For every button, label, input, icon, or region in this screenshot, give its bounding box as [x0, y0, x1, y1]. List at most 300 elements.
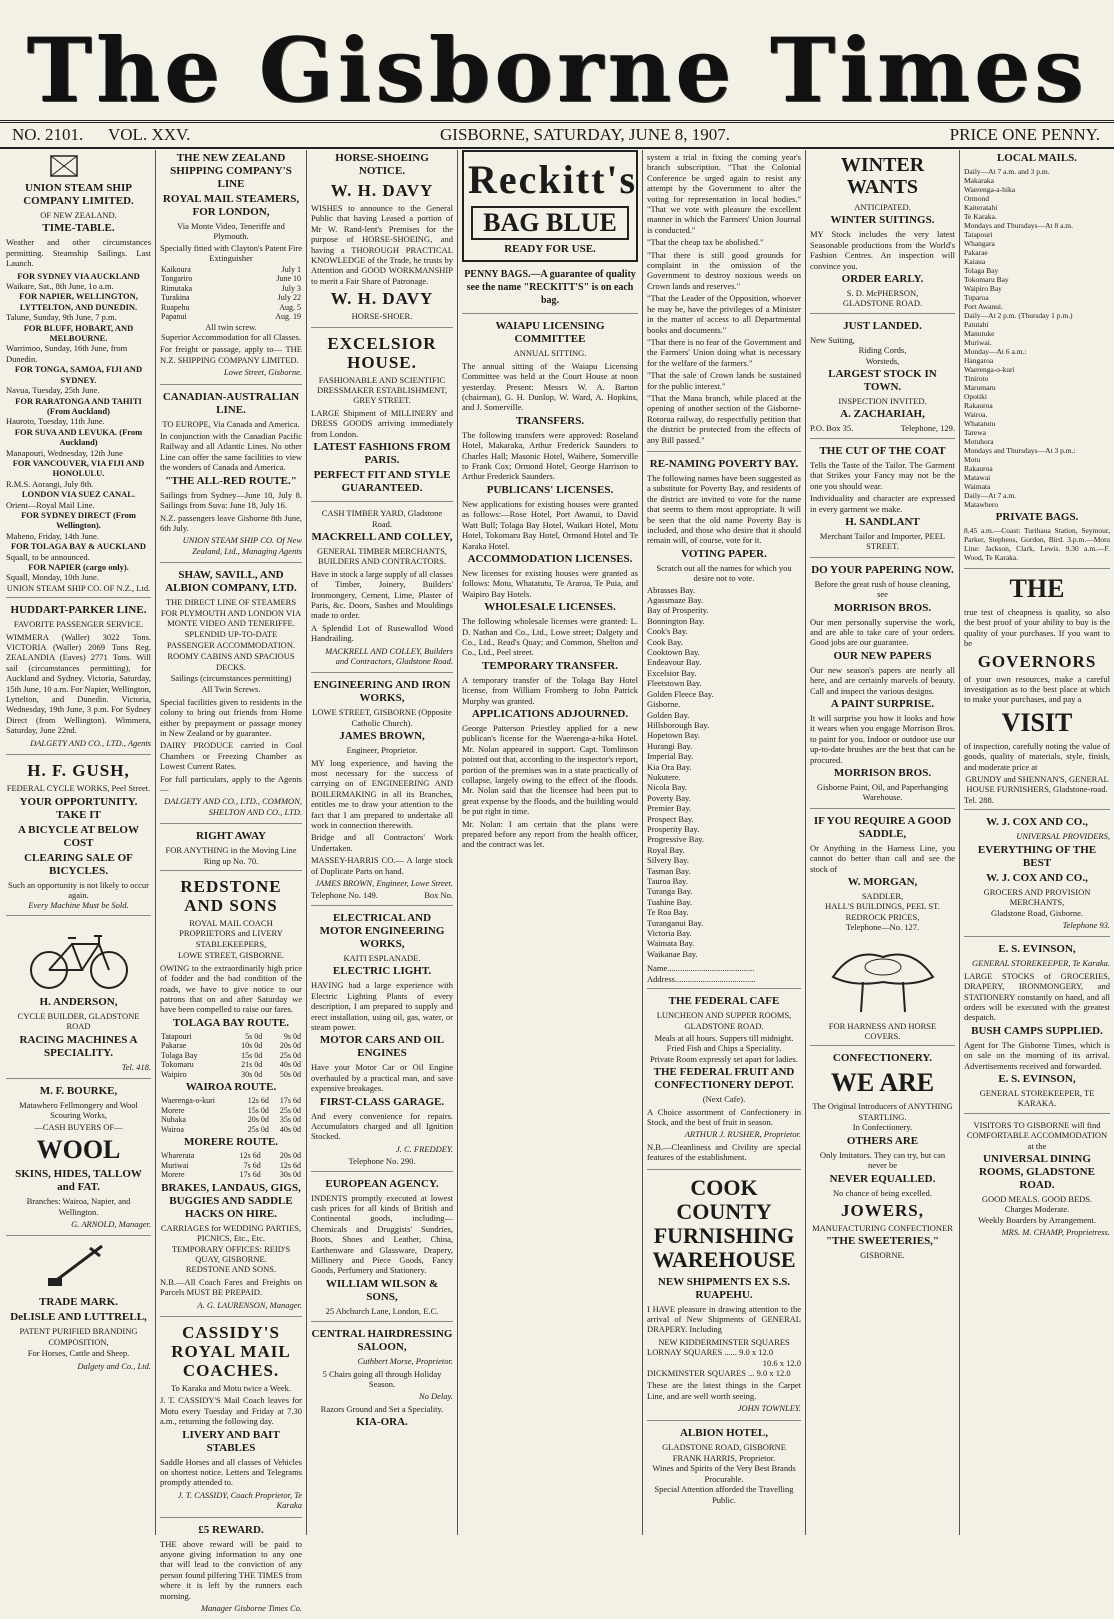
brown-foot: JAMES BROWN, Engineer, Lowe Street.	[315, 878, 453, 889]
penny-bags-text: PENNY BAGS.—A guarantee of quality see the name "RECKITT'S" is on each bag.	[464, 269, 636, 307]
accommodation-text: New licenses for existing houses were granted as follows: Motu, Whatatutu, Te Araroa, Te Puia, and Waipiro Bay Hotels.	[462, 567, 638, 599]
adjourned: APPLICATIONS ADJOURNED.	[471, 707, 629, 720]
private-bags: PRIVATE BAGS.	[995, 511, 1079, 523]
grocers: GROCERS AND PROVISION MERCHANTS,	[983, 886, 1091, 908]
universal-room: UNIVERSAL DINING ROOMS, GLADSTONE ROAD.	[979, 1153, 1095, 1191]
sailing-line: Orient—Royal Mail Line.	[6, 499, 95, 510]
mcpherson: S. D. McPHERSON,	[846, 288, 919, 299]
ship-date: Aug. 5	[279, 302, 301, 312]
fare-single: 5s 0d	[245, 1031, 263, 1041]
reckitt-bag-blue: BAG BLUE	[471, 206, 629, 240]
agency-text: INDENTS promptly executed at lowest cash prices for all kinds of British and Continental goods, including— Chemicals and Druggists' Sundries, Boots, Shoes and Leather, China, Earthenware and Glassware, Drapery, Millinery and Piece Goods, Fancy Goods, Perfumery and Stationery.	[311, 1192, 453, 1276]
sailing-line: R.M.S. Aorangi, July 8th.	[6, 478, 94, 489]
inspection: INSPECTION INVITED.	[838, 396, 927, 407]
papers-text: Our new season's papers are nearly all here, and are certainly marvels of beauty. Call and inspect the various designs.	[810, 664, 955, 696]
sailing-line: FOR RARATONGA AND TAHITI (From Auckland)	[15, 395, 142, 416]
fare-return: 12s 6d	[279, 1160, 301, 1170]
mackrell-ad	[311, 508, 453, 673]
electric-text: HAVING had a large experience with Electric Lighting Plants of every description, I am prepared to supply and erect installation, using oil, gas, water, or steam power.	[311, 980, 453, 1032]
table-row	[160, 1060, 302, 1070]
anderson-text: RACING MACHINES A SPECIALITY.	[19, 1033, 138, 1059]
delisle-sub: For Horses, Cattle and Sheep.	[27, 1348, 130, 1359]
gush-ad	[6, 761, 151, 916]
mail-line: Manutuke	[964, 329, 995, 338]
paint: A PAINT SURPRISE.	[830, 697, 935, 710]
voting-head: VOTING PAPER.	[681, 547, 767, 560]
mackrell-foot: MACKRELL AND COLLEY, Builders and Contractors, Gladstone Road.	[325, 645, 453, 666]
voting-name[interactable]: Nicola Bay.	[647, 782, 688, 793]
voting-name[interactable]: Prospect Bay.	[647, 813, 694, 824]
voting-name[interactable]: Abrasses Bay.	[647, 584, 696, 595]
voting-name[interactable]: Golden Bay.	[647, 709, 690, 720]
evinson-foot: E. S. EVINSON,	[998, 1072, 1076, 1085]
excelsior-text: LARGE Shipment of MILLINERY and DRESS GOODS arriving immediately from London.	[311, 407, 453, 439]
bicycle-sale: A BICYCLE AT BELOW COST	[18, 823, 139, 849]
brown-sub: Engineer, Proprietor.	[346, 745, 418, 756]
nzship-head: THE NEW ZEALAND SHIPPING COMPANY'S LINE	[170, 152, 292, 190]
voting-name[interactable]: Victoria Bay.	[647, 928, 692, 939]
voting-name[interactable]: Kia Ora Bay.	[647, 761, 692, 772]
table-row	[160, 1051, 302, 1061]
farmers-union-article	[647, 152, 801, 452]
cut-text2: Individuality and character are expressed in every garment we make.	[810, 493, 955, 514]
lowe-st: Lowe Street, Gisborne.	[223, 367, 302, 378]
voting-name[interactable]: Prosperity Bay.	[647, 823, 700, 834]
transfers-text: The following transfers were approved: Roseland Hotel, Makaraka, Arthur Frederick Saunders to Charles Hall; Masonic Hotel, Waihere, Somerville to Frank Cox; Ormond Hotel, George Harrison to Arthur Frederick Saunders.	[462, 429, 638, 482]
mackrell-head: MACKRELL AND COLLEY,	[311, 530, 453, 543]
cox-head2: W. J. COX AND CO.,	[986, 871, 1088, 884]
huddart-foot: DALGETY AND CO., LTD., Agents	[30, 737, 151, 748]
names-list	[647, 585, 801, 960]
ship-date: Aug. 19	[275, 312, 301, 322]
temporary: TEMPORARY OFFICES: REID'S QUAY, GISBORNE.	[171, 1243, 291, 1264]
latest: LATEST FASHIONS FROM PARIS.	[313, 441, 451, 467]
others: OTHERS ARE	[846, 1134, 919, 1147]
fare-single: 15s 0d	[247, 1105, 269, 1115]
freddey-tel: Telephone No. 290.	[348, 1156, 416, 1167]
publicans-text: New applications for existing houses were granted as follows:—Rose Hotel, Port Awanui, to David Watt Bull; Tolaga Bay Hotel, Waikari Hotel, Motu Hotel, Tokomaru Bay Hotel, Ormond Hotel and Te Karaka Hotel.	[462, 498, 638, 551]
fare-single: 17s 6d	[239, 1170, 261, 1180]
table-row	[160, 284, 302, 294]
grundy-ad	[964, 575, 1110, 810]
specially: Specially fitted with Clayton's Patent Fire Extinguisher	[160, 242, 302, 264]
kaiti: KAITI ESPLANADE.	[343, 952, 421, 963]
cut-text: Tells the Taste of the Tailor. The Garment that Strikes your Fancy may not be the one you should wear.	[810, 459, 955, 491]
jowers-ad	[810, 1052, 955, 1264]
voting-name[interactable]: Golden Fleece Bay.	[647, 688, 714, 699]
mail-line: Makaraka	[964, 176, 994, 185]
governors: GOVERNORS	[977, 651, 1097, 671]
engineering-sub: LOWE STREET, GISBORNE (Opposite Catholic Church).	[312, 707, 452, 728]
voting-name[interactable]: Endeavour Bay.	[647, 657, 702, 668]
voting-name[interactable]: Tasman Bay.	[647, 865, 691, 876]
sandlant-sub: Merchant Tailor and Importer, PEEL STREET.	[819, 530, 946, 552]
paint-text: It will surprise you how it looks and how it wears when you engage Morrison Bros. to paint for you. Indoor or outdoor use our up-to-date brushes are the best that can be procured.	[810, 712, 955, 765]
agency-addr: 25 Abchurch Lane, London, E.C.	[325, 1305, 439, 1316]
morrison2-sub: Gisborne Paint, Oil, and Paperhanging Warehouse.	[816, 782, 949, 803]
owing: OWING to the extraordinarily high price of fodder and the bad condition of the roads, we have to give notice to our patrons that on and after Saturday we have been compelled to raise our fares.	[160, 962, 302, 1015]
reward-text: THE above reward will be paid to anyone giving information to any one that will lead to the conviction of any person found pilfering THE TIMES from where it is left by the runners each morning.	[160, 1538, 302, 1601]
ship-date: July 22	[277, 293, 301, 303]
federal-cafe-ad	[647, 995, 801, 1169]
mail-line: Rakauroa	[964, 464, 993, 473]
voting-name[interactable]: Premier Bay.	[647, 803, 692, 814]
particulars: For full particulars, apply to the Agents—	[160, 773, 302, 795]
mail-line: Whatatutu	[964, 419, 996, 428]
licensing-text: The annual sitting of the Waiapu Licensing Committee was held at the Court House at noon yesterday. Present: Messrs W. A. Barton (chairman), G. H. Dunlop, W. Ward, A. Hopkins, and J. Somerville.	[462, 360, 638, 413]
fare-return: 40s 0d	[279, 1060, 301, 1070]
bicycle-icon	[24, 922, 134, 992]
next-cafe: (Next Cafe).	[702, 1094, 746, 1105]
voting-name[interactable]: Fleetstown Bay.	[647, 678, 702, 689]
morrison2: MORRISON BROS.	[833, 767, 932, 779]
telephone: Telephone No. 149.	[311, 890, 378, 901]
mail-line: Daily—At 2 p.m. (Thursday 1 p.m.)	[964, 311, 1073, 320]
mail-line: Matawai	[964, 473, 991, 482]
table-row	[160, 265, 302, 275]
winter-wants-ad	[810, 154, 955, 314]
voting-name[interactable]: Cook Bay.	[647, 636, 683, 647]
reckitt-ready: READY FOR USE.	[504, 243, 596, 255]
mails-list	[964, 167, 1110, 509]
mackrell-sub: GENERAL TIMBER MERCHANTS, BUILDERS AND CONTRACTORS.	[316, 545, 448, 567]
wairoa-head: WAIROA ROUTE.	[185, 1081, 277, 1094]
mail-line: Motuhora	[964, 437, 994, 446]
morgan-ad	[810, 815, 955, 1047]
governors-text: of your own resources, make a careful investigation as to the best place at which to make your purchases, and pay a	[964, 673, 1110, 705]
anderson-ad	[6, 922, 151, 1079]
trade-mark: TRADE MARK.	[39, 1296, 118, 1309]
wairoa-fares	[160, 1096, 302, 1134]
voting-name[interactable]: Royal Bay.	[647, 844, 685, 855]
cassidy-sub: To Karaka and Motu twice a Week.	[170, 1382, 292, 1393]
never: NEVER EQUALLED.	[829, 1172, 936, 1185]
mail-line: Tuparoa	[964, 293, 989, 302]
sweeteries: "THE SWEETERIES,"	[825, 1235, 940, 1248]
fare-single: 30s 0d	[241, 1069, 263, 1079]
worsteds: Worsteds,	[865, 355, 900, 366]
cox-addr: Gladstone Road, Gisborne.	[990, 907, 1084, 918]
voting-name[interactable]: Excelsior Bay.	[647, 667, 697, 678]
mail-line: Marumaru	[964, 383, 996, 392]
po-box: P.O. Box 35.	[810, 423, 854, 434]
fare-return: 25s 0d	[279, 1050, 301, 1060]
mail-line: Tolaga Bay	[964, 266, 999, 275]
original: The Original Introducers of ANYTHING STARTLING.	[812, 1101, 953, 1122]
annual: ANNUAL SITTING.	[513, 348, 587, 359]
fare-return: 25s 0d	[279, 1105, 301, 1115]
arnold: G. ARNOLD, Manager.	[71, 1218, 151, 1229]
grundy-tel: Tel. 288.	[964, 794, 994, 805]
union-steamship-ad	[6, 154, 151, 598]
champ: MRS. M. CHAMP, Proprietress.	[1001, 1227, 1110, 1238]
ship-name: Rimutaka	[161, 283, 193, 293]
dairy: DAIRY PRODUCE carried in Cool Chambers or Freezing Chamber as Lowest Current Rates.	[160, 740, 302, 772]
shaw-savill-ad	[160, 569, 302, 824]
voting-name[interactable]: Waikanae Bay.	[647, 948, 698, 959]
clearing-sale: CLEARING SALE OF BICYCLES.	[24, 851, 133, 877]
box: Box No.	[424, 890, 453, 901]
voting-name[interactable]: Bonnington Bay.	[647, 615, 705, 626]
ship-date: July 1	[281, 264, 301, 274]
voting-name[interactable]: Turanganui Bay.	[647, 917, 704, 928]
meals: Meals at all hours. Suppers till midnight.	[654, 1032, 794, 1043]
reward-ad	[160, 1524, 302, 1619]
nb: N.B.—Cleanliness and Civility are special features of the establishment.	[647, 1141, 801, 1163]
sailing-line: Squall, Monday, 10th June.	[6, 572, 99, 583]
fare-single: 10s 0d	[241, 1041, 263, 1051]
mail-line: Tatapouri	[964, 230, 993, 239]
fare-return: 20s 0d	[279, 1151, 301, 1161]
freddey: J. C. FREDDEY.	[395, 1143, 453, 1154]
sandlant-ad	[810, 445, 955, 558]
voting-name[interactable]: Nukutere.	[647, 771, 681, 782]
sailing-line: Talune, Sunday, 9th June, 7 p.m.	[6, 312, 117, 323]
union-agents: UNION STEAM SHIP CO. Of New Zealand, Ltd., Managing Agents	[182, 535, 302, 556]
gladstone: GLADSTONE ROAD.	[684, 1021, 764, 1032]
voting-name[interactable]: Silvery Bay.	[647, 855, 689, 866]
wool-sub: SKINS, HIDES, TALLOW and FAT.	[15, 1168, 142, 1194]
ship-flag-icon	[49, 154, 109, 178]
davy-ad	[311, 152, 453, 328]
column-6	[810, 150, 955, 1535]
union-head: UNION STEAM SHIP COMPANY LIMITED.	[23, 182, 134, 207]
brown-text: MY long experience, and having the most necessary for the success of carrying on of ENGINEERING AND BOILERMAKING in all its Branches, entitles me to draw your attention to the fact that I am prepared to undertake all work in connection therewith.	[311, 757, 453, 831]
ship-name: Tongariro	[161, 274, 193, 284]
voting-name[interactable]: Tuahine Bay.	[647, 896, 692, 907]
mail-line: Te Karaka.	[964, 212, 997, 221]
suitings: WINTER SUITINGS.	[830, 214, 935, 227]
brown-contact	[311, 890, 453, 900]
huddart-text: WIMMERA (Waller) 3022 Tons. VICTORIA (Waller) 2069 Tons Reg. ZEALANDIA (Eaves) 2771 Tons. Will sail (circumstances permitting), for Auckland and Sydney. Victoria, Saturday, 15th June, 10 a.m. For Napier, Wellington, Lyttelton, and Dunedin. Victoria, Wednesday, 19th June, 3 p.m. For Sydney Direct (from Wellington). Wimmera, Saturday, June 22nd.	[6, 631, 151, 736]
union-sub: OF NEW ZEALAND.	[40, 210, 117, 220]
mr-nolan: Mr. Nolan: I am certain that the plans were prepared before any report from the health officer, and the contract was let.	[462, 818, 638, 850]
fare-single: 7s 6d	[243, 1160, 261, 1170]
voting-name[interactable]: Tauroa Bay.	[647, 876, 688, 886]
mackrell-text: Have in stock a large supply of all classes of Timber, Joinery, Builders' Ironmongery, Cement, Lime, Plaster of Paris, &c. Doors, Sashes and Mouldings made to order.	[311, 568, 453, 621]
shaw-head: SHAW, SAVILL, AND ALBION COMPANY, LTD.	[165, 569, 297, 595]
fried-fish: Fried Fish and Chips a Speciality.	[666, 1043, 782, 1054]
voting-name[interactable]: Waimata Bay.	[647, 938, 695, 949]
lorney: LORNAY SQUARES ...... 9.0 x 12.0	[647, 1347, 774, 1358]
kiaora: KIA-ORA.	[356, 1416, 408, 1429]
union-foot: UNION STEAM SHIP CO. OF N.Z., Ltd.	[6, 582, 151, 593]
voting-name[interactable]: Te Roa Bay.	[647, 907, 689, 918]
gush-head: H. F. GUSH,	[27, 761, 130, 781]
voting-name[interactable]: Imperial Bay.	[647, 751, 694, 762]
charges: Charges Moderate.	[1004, 1204, 1070, 1215]
column-1	[6, 150, 151, 1535]
fare-return: 20s 0d	[279, 1041, 301, 1051]
no-reduction: "That there is still good grounds for complaint in the omission of the Government to destroy noxious weeds on Crown lands and reserves."	[647, 249, 801, 291]
masthead	[0, 0, 1114, 122]
bourke-buyer: —CASH BUYERS OF—	[34, 1121, 123, 1132]
ship-name: Turakina	[161, 293, 190, 303]
temporary: TEMPORARY TRANSFER.	[482, 659, 618, 672]
voting-name[interactable]: Progressive Bay.	[647, 834, 705, 845]
voting-name[interactable]: Turanga Bay.	[647, 886, 693, 897]
anderson-head: H. ANDERSON,	[39, 995, 118, 1008]
fare-return: 35s 0d	[279, 1115, 301, 1125]
mail-line: Waipiro Bay	[964, 284, 1002, 293]
delisle-text: PATENT PURIFIED BRANDING COMPOSITION,	[19, 1326, 138, 1347]
federal-head: THE FEDERAL CAFE	[668, 995, 780, 1008]
issue-date: GISBORNE, SATURDAY, JUNE 8, 1907.	[440, 125, 730, 144]
fare-return: 40s 0d	[279, 1124, 301, 1134]
ship-name: Kaikoura	[161, 264, 191, 274]
saddle-head: IF YOU REQUIRE A GOOD SADDLE,	[813, 814, 952, 840]
evinson-head: E. S. EVINSON,	[998, 943, 1076, 956]
albion-ad	[647, 1427, 801, 1509]
leader: "That the Leader of the Opposition, whoever he may be, have the privileges of a Minister in the matter of access to all Departmental books and documents."	[647, 293, 801, 335]
fare-place: Waipiro	[161, 1069, 187, 1079]
cassidy-foot: J. T. CASSIDY, Coach Proprietor, Te Karaka	[177, 1489, 302, 1511]
voting-name[interactable]: Hopetown Bay.	[647, 730, 700, 741]
voting-name[interactable]: Cook's Bay.	[647, 626, 688, 637]
electric-light: ELECTRIC LIGHT.	[332, 965, 432, 978]
nz-shipping-ad	[160, 152, 302, 385]
voting-name[interactable]: Gisborne.	[647, 699, 681, 710]
reckitt-brand: Reckitt's	[468, 157, 638, 202]
mail-line: Whangara	[964, 239, 995, 248]
visit-text: of inspection, carefully noting the value of goods, quality of materials, style, finish, and moderate price at	[964, 740, 1110, 772]
redstone-sons: REDSTONE AND SONS.	[185, 1264, 277, 1275]
carriages: CARRIAGES for WEDDING PARTIES, PICNICS, Etc., Etc.	[160, 1222, 302, 1244]
anderson-tel: Tel. 418.	[121, 1061, 151, 1072]
new-suiting: New Suiting,	[810, 334, 855, 345]
manufacturing: MANUFACTURING CONFECTIONER	[812, 1222, 953, 1233]
canadian-australian-ad	[160, 391, 302, 563]
fare-return: 9s 0d	[283, 1031, 301, 1041]
column-7	[964, 150, 1110, 1535]
fare-single: 12s 6d	[239, 1151, 261, 1161]
fare-place: Waerenga-o-kuri	[161, 1096, 215, 1106]
voting-name[interactable]: Bay of Prosperity.	[647, 605, 709, 616]
redstone-head: REDSTONE AND SONS	[180, 877, 282, 916]
column-4	[462, 150, 638, 1535]
sailing-line: FOR BLUFF, HOBART, AND MELBOURNE.	[23, 322, 134, 344]
cpr-sub: TO EUROPE, Via Canada and America.	[162, 418, 300, 429]
special-attn: Special Attention afforded the Travelling Public.	[654, 1484, 794, 1505]
hairdressing-ad	[311, 1328, 453, 1435]
electrical-ad	[311, 912, 453, 1172]
order: ORDER EARLY.	[841, 273, 924, 286]
davy-text: WISHES to announce to the General Public that having Leased a portion of Mr W. Rand-lent's Premises for the purpose of HORSE-SHOEING, and having a THOROUGH PRACTICAL KNOWLEDGE of the Trade, he trusts by Attention and GOOD WORKMANSHIP to merit a Fair Share of Patronage.	[311, 203, 453, 286]
fare-place: Morere	[161, 1170, 185, 1180]
penny-bags	[462, 268, 638, 314]
fare-place: Muriwai	[161, 1160, 189, 1170]
poverty-text: The following names have been suggested as a substitute for Poverty Bay, and residents of the district are invited to vote for the name that seems to them most appropriate. It will be seen that the old name Poverty Bay is included, and those who desire that it should remain will, of course, vote for it.	[647, 472, 801, 546]
cheap-tax: "That the cheap tax be abolished."	[647, 237, 764, 248]
ruapehu: NEW SHIPMENTS EX S.S. RUAPEHU.	[657, 1275, 791, 1301]
mail-line: Hangaroa	[964, 356, 994, 365]
mail-line: Motu	[964, 455, 981, 464]
visit: VISIT	[1001, 707, 1073, 737]
brown-head: JAMES BROWN,	[339, 730, 425, 743]
papering: DO YOUR PAPERING NOW.	[811, 563, 954, 576]
sandlant: H. SANDLANT	[845, 515, 920, 528]
lorney2: 10.6 x 12.0	[762, 1357, 801, 1368]
mail-line: Matawhero	[964, 500, 999, 509]
ship-date: June 10	[276, 274, 301, 284]
voting-name[interactable]: Agassmaze Bay.	[647, 595, 704, 606]
temporary-text: A temporary transfer of the Tolaga Bay Hotel license, from William Fromberg to John Patrick Murphy was granted.	[462, 674, 638, 706]
mail-line: Port Awanui.	[964, 302, 1003, 311]
mail-line: Waimata	[964, 482, 991, 491]
opening: system a trial in fixing the coming year's branch subscription. "That the Colonial Conference be urged again to resist any attempt by the Government to alter the voting for representation in local bodies." "That we vote with pleasure the excellent manner in which the Farmers' Union Journal is conducted."	[647, 152, 801, 235]
cassidy-text: J. T. CASSIDY'S Mail Coach leaves for Motu every Tuesday and Friday at 7.30 a.m., returning the following day.	[160, 1395, 302, 1427]
name-field[interactable]: Name.........................................	[647, 963, 755, 974]
mail-line: Mondays and Thursdays—At 3 p.m.:	[964, 446, 1076, 455]
voting-name[interactable]: Poverty Bay.	[647, 792, 691, 803]
splendid: SPLENDID UP-TO-DATE PASSENGER ACCOMMODATION.	[166, 629, 296, 650]
sailing-line: FOR SYDNEY VIA AUCKLAND	[17, 270, 140, 281]
reckitt-ad	[462, 150, 638, 262]
fare-single: 15s 0d	[241, 1050, 263, 1060]
all-red-text: Sailings from Sydney—June 10, July 8. Sailings from Suva: June 18, July 16.	[160, 489, 302, 511]
table-row	[160, 1125, 302, 1135]
cassidy-ad	[160, 1323, 302, 1518]
federal-sub: LUNCHEON AND SUPPER ROOMS,	[656, 1010, 792, 1021]
universal-dining-ad	[964, 1120, 1110, 1244]
cook-head: COOK COUNTY FURNISHING WAREHOUSE	[652, 1174, 796, 1272]
column-rule	[959, 150, 960, 1535]
voting-name[interactable]: Hurangi Bay.	[647, 740, 693, 751]
voting-name[interactable]: Hillsborough Bay.	[647, 719, 710, 730]
dalgety: DALGETY AND CO., LTD., COMMON, SHELTON AND CO., LTD.	[164, 796, 302, 817]
livery: LIVERY AND BAIT STABLES	[182, 1428, 280, 1454]
poverty-bay-article	[647, 458, 801, 989]
papers-head: OUR NEW PAPERS	[833, 649, 932, 662]
albion-sub: GLADSTONE ROAD, GISBORNE	[662, 1441, 786, 1452]
confectionery: CONFECTIONERY.	[832, 1052, 933, 1065]
table-row	[160, 303, 302, 313]
sailing-line: Waikare, Sat., 8th June, 1o a.m.	[6, 281, 114, 292]
voting-name[interactable]: Cooktown Bay.	[647, 647, 700, 658]
davy-head: W. H. DAVY	[330, 181, 434, 200]
table-row	[160, 1106, 302, 1116]
excelsior-sub: FASHIONABLE AND SCIENTIFIC DRESSMAKER ESTABLISHMENT, GREY STREET.	[317, 374, 447, 406]
opportunity: YOUR OPPORTUNITY. TAKE IT	[19, 795, 138, 821]
motor-text: Have your Motor Car or Oil Engine overhauled by a practical man, and save expensive breakages.	[311, 1062, 453, 1094]
huddart-sub: FAVORITE PASSENGER SERVICE.	[13, 619, 144, 630]
cox-tel: Telephone 93.	[1062, 919, 1110, 930]
fare-single: 21s 0d	[241, 1060, 263, 1070]
papering-sub: Before the great rush of house cleaning, see	[814, 578, 951, 600]
kidderminster: NEW KIDDERMINSTER SQUARES	[658, 1336, 790, 1347]
ship-table	[160, 265, 302, 322]
address-field[interactable]: Address......................................	[647, 973, 756, 984]
fare-place: Tokomaru	[161, 1060, 194, 1070]
the-head: THE	[1009, 574, 1065, 603]
table-row	[160, 1151, 302, 1161]
delisle-foot: Dalgety and Co., Ltd.	[77, 1360, 151, 1371]
no-delay: No Delay.	[419, 1391, 453, 1402]
voting-note: Scratch out all the names for which you desire not to vote.	[656, 562, 792, 584]
riding: Riding Cords,	[858, 345, 907, 356]
mail-line: Tokomaru Bay	[964, 275, 1009, 284]
motor-cars: MOTOR CARS AND OIL ENGINES	[319, 1034, 445, 1060]
clearing-note: Such an opportunity is not likely to occur again.	[8, 879, 149, 900]
just-landed: JUST LANDED.	[843, 319, 922, 332]
electrical-head: ELECTRICAL AND MOTOR ENGINEERING WORKS,	[319, 911, 445, 950]
nz-pass: N.Z. passengers leave Gisborne 8th June, 6th July.	[160, 512, 302, 533]
all-red: "THE ALL-RED ROUTE."	[165, 474, 297, 487]
reward-foot: Manager Gisborne Times Co.	[200, 1603, 302, 1614]
accommodation: ACCOMMODATION LICENSES.	[467, 552, 633, 565]
first-class: FIRST-CLASS GARAGE.	[319, 1095, 445, 1108]
mail-line: Opotiki	[964, 392, 987, 401]
